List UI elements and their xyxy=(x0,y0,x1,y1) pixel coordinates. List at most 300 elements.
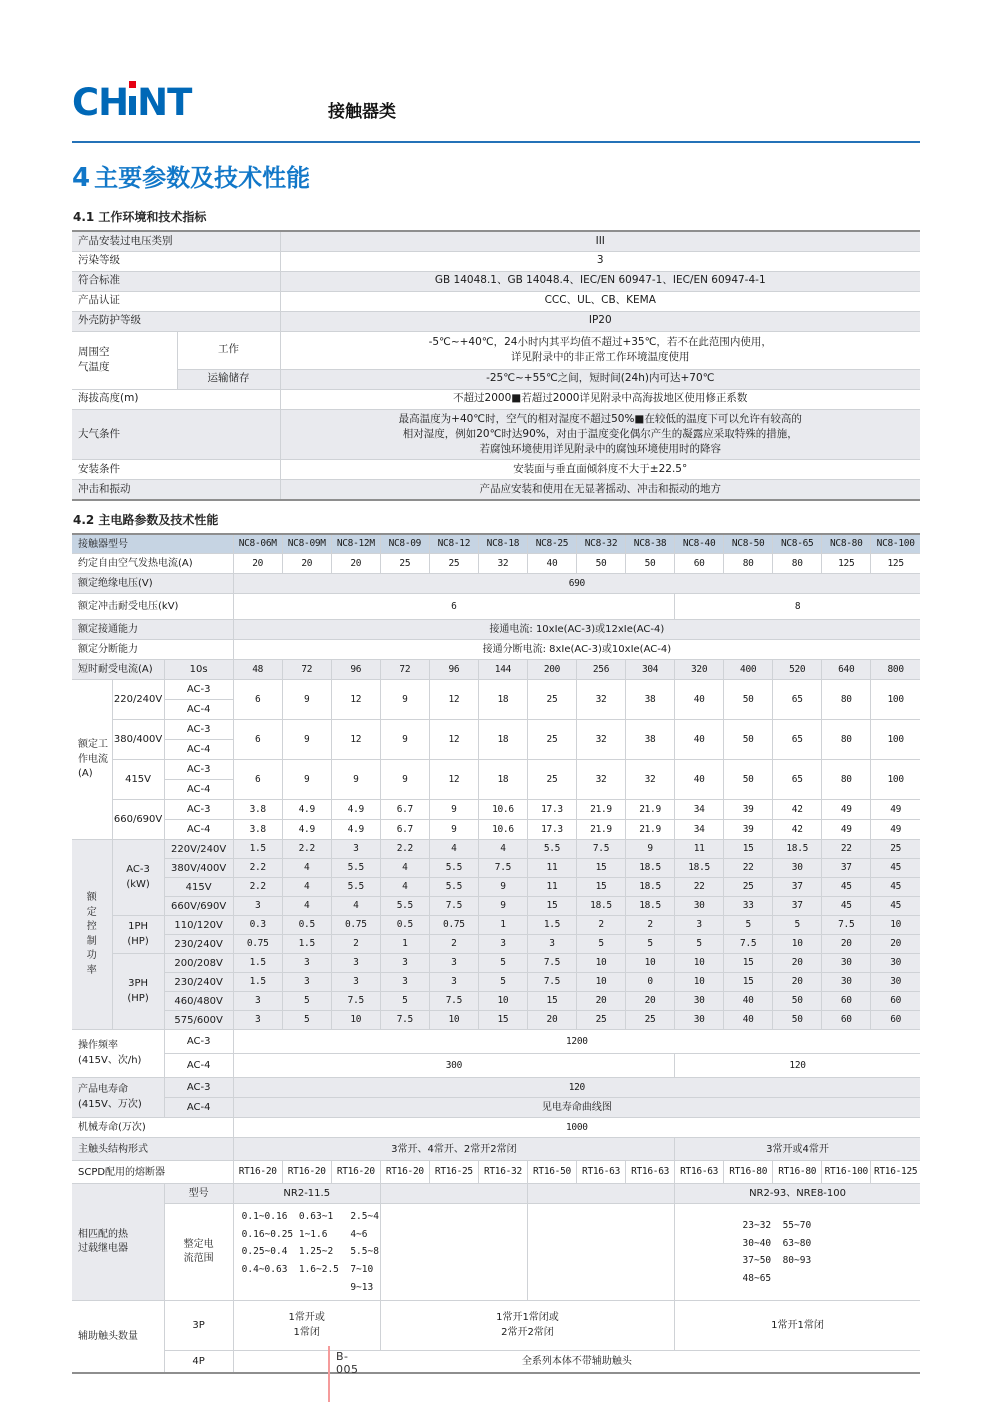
data-cell: 11 xyxy=(527,878,576,897)
cell: AC-3 xyxy=(164,720,233,740)
data-cell: 38 xyxy=(626,720,675,760)
cell: 不超过2000■若超过2000详见附录中高海拔地区使用修正系数 xyxy=(280,389,920,409)
data-cell: 9 xyxy=(429,820,478,840)
data-cell: 50 xyxy=(724,680,773,720)
data-cell: 40 xyxy=(675,720,724,760)
data-cell: 5.5 xyxy=(331,859,380,878)
data-cell: 42 xyxy=(773,800,822,820)
data-cell: 7.5 xyxy=(724,935,773,954)
data-cell: 9 xyxy=(282,760,331,800)
subsection-4-1-title: 4.1 工作环境和技术指标 xyxy=(73,210,207,225)
cell: 接通分断电流: 8xIe(AC-3)或10xIe(AC-4) xyxy=(233,640,920,660)
cell: 3常开或4常开 xyxy=(675,1138,920,1161)
data-cell: 80 xyxy=(822,680,871,720)
data-cell: 5 xyxy=(773,916,822,935)
data-cell: 3 xyxy=(331,840,380,859)
data-cell: 640 xyxy=(822,660,871,680)
data-cell: 4.9 xyxy=(282,800,331,820)
data-cell: 4.9 xyxy=(331,800,380,820)
data-cell: 30 xyxy=(871,973,920,992)
data-cell: 100 xyxy=(871,760,920,800)
table-row xyxy=(72,660,920,680)
data-cell: 4 xyxy=(380,859,429,878)
data-cell: 39 xyxy=(724,800,773,820)
label-cell: 安装条件 xyxy=(72,460,280,480)
label-cell: 额定接通能力 xyxy=(72,620,233,640)
data-cell: 3.8 xyxy=(233,820,282,840)
data-cell: 30 xyxy=(773,859,822,878)
cell: AC-3 xyxy=(164,1030,233,1054)
data-cell: 5 xyxy=(282,1011,331,1030)
cell: 660/690V xyxy=(112,800,164,840)
label-cell: 符合标准 xyxy=(72,271,280,291)
data-cell: 50 xyxy=(773,992,822,1011)
data-cell: NC8-32 xyxy=(577,534,626,554)
data-cell: 18.5 xyxy=(626,878,675,897)
label-cell: 操作频率 (415V、次/h) xyxy=(72,1030,164,1078)
data-cell: NC8-18 xyxy=(478,534,527,554)
data-cell: 5.5 xyxy=(429,878,478,897)
data-cell: 0.3 xyxy=(233,916,282,935)
cell: 10s xyxy=(164,660,233,680)
data-cell: 4 xyxy=(282,897,331,916)
data-cell: 30 xyxy=(675,992,724,1011)
cell: 200/208V xyxy=(164,954,233,973)
data-cell: 3.8 xyxy=(233,800,282,820)
data-cell: 37 xyxy=(773,897,822,916)
table-row xyxy=(72,1011,920,1030)
data-cell: RT16-32 xyxy=(478,1161,527,1184)
chint-logo xyxy=(72,81,192,124)
cell xyxy=(380,1184,527,1204)
data-cell: 32 xyxy=(577,720,626,760)
data-cell: 1.5 xyxy=(233,840,282,859)
table-row xyxy=(72,935,920,954)
data-cell: 3 xyxy=(429,954,478,973)
data-cell: 15 xyxy=(577,878,626,897)
data-cell: 18.5 xyxy=(577,897,626,916)
data-cell: 7.5 xyxy=(429,897,478,916)
cell: 1常开或 1常闭 xyxy=(233,1301,380,1351)
data-cell: 9 xyxy=(429,800,478,820)
label-cell: 接触器型号 xyxy=(72,534,233,554)
table-row xyxy=(72,574,920,594)
data-cell: 2.2 xyxy=(233,878,282,897)
data-cell: NC8-09 xyxy=(380,534,429,554)
cell: 120 xyxy=(675,1054,920,1078)
data-cell: 15 xyxy=(527,897,576,916)
data-cell: 6.7 xyxy=(380,800,429,820)
section-number: 4 xyxy=(72,163,91,193)
cell xyxy=(527,1184,674,1204)
cell: 8 xyxy=(675,594,920,620)
table-row xyxy=(72,1118,920,1138)
data-cell: RT16-20 xyxy=(282,1161,331,1184)
data-cell: 25 xyxy=(626,1011,675,1030)
table-row xyxy=(72,1138,920,1161)
table-row xyxy=(72,409,920,460)
cell xyxy=(527,1204,674,1301)
data-cell: NC8-80 xyxy=(822,534,871,554)
data-cell: 72 xyxy=(282,660,331,680)
cell xyxy=(380,1204,527,1301)
data-cell: 5 xyxy=(478,954,527,973)
data-cell: 18 xyxy=(478,680,527,720)
data-cell: 60 xyxy=(822,1011,871,1030)
data-cell: 4 xyxy=(331,897,380,916)
data-cell: RT16-80 xyxy=(773,1161,822,1184)
table-row xyxy=(72,973,920,992)
data-cell: 125 xyxy=(871,554,920,574)
data-cell: 65 xyxy=(773,680,822,720)
cell: 300 xyxy=(233,1054,674,1078)
data-cell: 40 xyxy=(527,554,576,574)
cell: 380V/400V xyxy=(164,859,233,878)
cell: AC-4 xyxy=(164,1054,233,1078)
cell: 575/600V xyxy=(164,1011,233,1030)
data-cell: 34 xyxy=(675,820,724,840)
data-cell: 11 xyxy=(675,840,724,859)
cell: AC-4 xyxy=(164,820,233,840)
data-cell: NC8-12M xyxy=(331,534,380,554)
data-cell: RT16-63 xyxy=(577,1161,626,1184)
table-row xyxy=(72,720,920,740)
page-category-title: 接触器类 xyxy=(328,102,396,122)
main-content xyxy=(72,163,920,1374)
data-cell: 25 xyxy=(724,878,773,897)
data-cell: 30 xyxy=(675,1011,724,1030)
table-row xyxy=(72,554,920,574)
data-cell: 17.3 xyxy=(527,820,576,840)
data-cell: 20 xyxy=(233,554,282,574)
cell: 3PH (HP) xyxy=(112,954,164,1030)
data-cell: 0.5 xyxy=(282,916,331,935)
label-cell: 海拔高度(m) xyxy=(72,389,280,409)
data-cell: 5.5 xyxy=(527,840,576,859)
label-cell: 外壳防护等级 xyxy=(72,311,280,331)
table-row xyxy=(72,680,920,700)
data-cell: 50 xyxy=(724,720,773,760)
data-cell: 18.5 xyxy=(675,859,724,878)
label-cell: 额 定 控 制 功 率 xyxy=(72,840,112,1030)
data-cell: 9 xyxy=(380,760,429,800)
data-cell: 45 xyxy=(871,897,920,916)
data-cell: 3 xyxy=(478,935,527,954)
data-cell: 50 xyxy=(724,760,773,800)
table-row xyxy=(72,992,920,1011)
data-cell: 15 xyxy=(527,992,576,1011)
table-row xyxy=(72,271,920,291)
cell: III xyxy=(280,231,920,251)
table-row xyxy=(72,480,920,500)
data-cell: 7.5 xyxy=(331,992,380,1011)
data-cell: 18.5 xyxy=(626,897,675,916)
label-cell: 产品电寿命 (415V、万次) xyxy=(72,1078,164,1118)
data-cell: 12 xyxy=(331,720,380,760)
cell: 460/480V xyxy=(164,992,233,1011)
data-cell: 3 xyxy=(331,954,380,973)
table-row xyxy=(72,1351,920,1373)
data-cell: 5 xyxy=(380,992,429,1011)
data-cell: 65 xyxy=(773,760,822,800)
table-row xyxy=(72,760,920,780)
data-cell: 7.5 xyxy=(527,973,576,992)
data-cell: 6 xyxy=(233,720,282,760)
data-cell: 3 xyxy=(429,973,478,992)
cell: 690 xyxy=(233,574,920,594)
data-cell: 32 xyxy=(577,760,626,800)
data-cell: 12 xyxy=(429,720,478,760)
table-row xyxy=(72,1301,920,1351)
data-cell: 20 xyxy=(282,554,331,574)
data-cell: 10 xyxy=(675,973,724,992)
data-cell: 2.2 xyxy=(380,840,429,859)
data-cell: 12 xyxy=(331,680,380,720)
data-cell: 12 xyxy=(429,760,478,800)
data-cell: 42 xyxy=(773,820,822,840)
cell: 3常开、4常开、2常开2常闭 xyxy=(233,1138,674,1161)
data-cell: 0.5 xyxy=(380,916,429,935)
cell: GB 14048.1、GB 14048.4、IEC/EN 60947-1、IEC/EN 60947-4-1 xyxy=(280,271,920,291)
data-cell: 20 xyxy=(871,935,920,954)
cell: NR2-11.5 xyxy=(233,1184,380,1204)
data-cell: 40 xyxy=(724,992,773,1011)
data-cell: RT16-20 xyxy=(380,1161,429,1184)
label-cell: 主触头结构形式 xyxy=(72,1138,233,1161)
cell: AC-3 (kW) xyxy=(112,840,164,916)
data-cell: 2 xyxy=(626,916,675,935)
data-cell: 50 xyxy=(773,1011,822,1030)
data-cell: 60 xyxy=(871,992,920,1011)
data-cell: 9 xyxy=(282,680,331,720)
table-row xyxy=(72,640,920,660)
data-cell: 45 xyxy=(822,878,871,897)
label-cell: 大气条件 xyxy=(72,409,280,460)
label-cell: 产品安装过电压类别 xyxy=(72,231,280,251)
data-cell: 10.6 xyxy=(478,800,527,820)
cell: 380/400V xyxy=(112,720,164,760)
data-cell: 7.5 xyxy=(822,916,871,935)
logo-i-glyph xyxy=(128,88,137,115)
data-cell: 5.5 xyxy=(380,897,429,916)
cell: 见电寿命曲线图 xyxy=(233,1098,920,1118)
data-cell: 49 xyxy=(822,800,871,820)
data-cell: 6.7 xyxy=(380,820,429,840)
data-cell: 10 xyxy=(577,973,626,992)
data-cell: 48 xyxy=(233,660,282,680)
data-cell: 3 xyxy=(331,973,380,992)
data-cell: 9 xyxy=(331,760,380,800)
table-row xyxy=(72,231,920,251)
cell: 1000 xyxy=(233,1118,920,1138)
table-row xyxy=(72,594,920,620)
data-cell: 18 xyxy=(478,760,527,800)
page-number: B-005 xyxy=(336,1350,359,1376)
cell: 6 xyxy=(233,594,674,620)
data-cell: 72 xyxy=(380,660,429,680)
logo-text-post: NT xyxy=(137,81,192,124)
data-cell: 50 xyxy=(577,554,626,574)
data-cell: 30 xyxy=(675,897,724,916)
cell: 415V xyxy=(112,760,164,800)
data-cell: 1.5 xyxy=(233,973,282,992)
data-cell: 7.5 xyxy=(380,1011,429,1030)
data-cell: RT16-20 xyxy=(233,1161,282,1184)
data-cell: 2 xyxy=(331,935,380,954)
data-cell: 25 xyxy=(527,680,576,720)
data-cell: 50 xyxy=(626,554,675,574)
data-cell: 21.9 xyxy=(577,820,626,840)
label-cell: 机械寿命(万次) xyxy=(72,1118,233,1138)
table-row xyxy=(72,1098,920,1118)
label-cell: 产品认证 xyxy=(72,291,280,311)
data-cell: 9 xyxy=(478,897,527,916)
data-cell: 0.75 xyxy=(233,935,282,954)
data-cell: 10 xyxy=(429,1011,478,1030)
data-cell: 3 xyxy=(233,897,282,916)
section-title: 4 主要参数及技术性能 xyxy=(72,163,311,193)
data-cell: RT16-20 xyxy=(331,1161,380,1184)
data-cell: 9 xyxy=(626,840,675,859)
data-cell: 96 xyxy=(429,660,478,680)
data-cell: 3 xyxy=(233,1011,282,1030)
subsection-4-2-title: 4.2 主电路参数及技术性能 xyxy=(73,512,219,527)
table-row xyxy=(72,311,920,331)
header-divider xyxy=(72,141,920,143)
data-cell: 12 xyxy=(429,680,478,720)
label-cell: 额定分断能力 xyxy=(72,640,233,660)
data-cell: 125 xyxy=(822,554,871,574)
data-cell: 40 xyxy=(675,680,724,720)
table-row xyxy=(72,820,920,840)
cell: 1常开1常闭 xyxy=(675,1301,920,1351)
data-cell: 1.5 xyxy=(282,935,331,954)
data-cell: 10.6 xyxy=(478,820,527,840)
data-cell: 20 xyxy=(577,992,626,1011)
data-cell: 320 xyxy=(675,660,724,680)
data-cell: 256 xyxy=(577,660,626,680)
data-cell: 10 xyxy=(577,954,626,973)
data-cell: RT16-100 xyxy=(822,1161,871,1184)
data-cell: 96 xyxy=(331,660,380,680)
data-cell: 7.5 xyxy=(527,954,576,973)
data-cell: 10 xyxy=(773,935,822,954)
data-cell: 100 xyxy=(871,680,920,720)
data-cell: NC8-40 xyxy=(675,534,724,554)
cell: 运输储存 xyxy=(177,369,280,389)
table-row xyxy=(72,859,920,878)
cell: -25℃~+55℃之间，短时间(24h)内可达+70℃ xyxy=(280,369,920,389)
data-cell: 25 xyxy=(527,720,576,760)
cell: 0.1~0.16 0.63~1 2.5~4 0.16~0.25 1~1.6 4~6 0.25~0.4 1.25~2 5.5~8 0.4~0.63 1.6~2.5 7~10 9~13 xyxy=(233,1204,380,1301)
data-cell: 60 xyxy=(871,1011,920,1030)
data-cell: 11 xyxy=(527,859,576,878)
cell: NR2-93、NRE8-100 xyxy=(675,1184,920,1204)
table-row xyxy=(72,916,920,935)
data-cell: 49 xyxy=(822,820,871,840)
data-cell: 18.5 xyxy=(773,840,822,859)
label-cell: 冲击和振动 xyxy=(72,480,280,500)
data-cell: 21.9 xyxy=(577,800,626,820)
data-cell: 7.5 xyxy=(577,840,626,859)
data-cell: 30 xyxy=(871,954,920,973)
cell: 23~32 55~70 30~40 63~80 37~50 80~93 48~65 xyxy=(675,1204,920,1301)
data-cell: 1.5 xyxy=(527,916,576,935)
data-cell: 5 xyxy=(577,935,626,954)
data-cell: 7.5 xyxy=(478,859,527,878)
data-cell: 9 xyxy=(478,878,527,897)
cell: 1PH (HP) xyxy=(112,916,164,954)
cell: IP20 xyxy=(280,311,920,331)
table-row xyxy=(72,534,920,554)
data-cell: 5 xyxy=(478,973,527,992)
cell: 230/240V xyxy=(164,935,233,954)
table-row xyxy=(72,878,920,897)
table-row xyxy=(72,251,920,271)
data-cell: 18 xyxy=(478,720,527,760)
cell: AC-3 xyxy=(164,1078,233,1098)
cell: 产品应安装和使用在无显著摇动、冲击和振动的地方 xyxy=(280,480,920,500)
data-cell: 1.5 xyxy=(233,954,282,973)
cell: AC-3 xyxy=(164,800,233,820)
cell: 型号 xyxy=(164,1184,233,1204)
data-cell: 3 xyxy=(282,954,331,973)
data-cell: 22 xyxy=(724,859,773,878)
data-cell: 45 xyxy=(822,897,871,916)
cell: 220/240V xyxy=(112,680,164,720)
data-cell: NC8-06M xyxy=(233,534,282,554)
data-cell: 20 xyxy=(331,554,380,574)
data-cell: 21.9 xyxy=(626,820,675,840)
table-row xyxy=(72,1204,920,1301)
data-cell: 65 xyxy=(773,720,822,760)
data-cell: 25 xyxy=(871,840,920,859)
data-cell: RT16-63 xyxy=(626,1161,675,1184)
data-cell: 15 xyxy=(724,954,773,973)
data-cell: 37 xyxy=(822,859,871,878)
data-cell: 5 xyxy=(282,992,331,1011)
data-cell: RT16-125 xyxy=(871,1161,920,1184)
cell: 工作 xyxy=(177,331,280,369)
data-cell: 10 xyxy=(675,954,724,973)
data-cell: 3 xyxy=(233,992,282,1011)
data-cell: 4 xyxy=(478,840,527,859)
cell: AC-3 xyxy=(164,680,233,700)
cell: 120 xyxy=(233,1078,920,1098)
data-cell: 10 xyxy=(331,1011,380,1030)
data-cell: 0 xyxy=(626,973,675,992)
data-cell: 5.5 xyxy=(331,878,380,897)
label-cell: 约定自由空气发热电流(A) xyxy=(72,554,233,574)
data-cell: NC8-25 xyxy=(527,534,576,554)
label-cell: 污染等级 xyxy=(72,251,280,271)
data-cell: 2 xyxy=(577,916,626,935)
data-cell: 4 xyxy=(282,859,331,878)
cell: 3P xyxy=(164,1301,233,1351)
cell: AC-4 xyxy=(164,740,233,760)
table-row xyxy=(72,369,920,389)
cell: CCC、UL、CB、KEMA xyxy=(280,291,920,311)
data-cell: 25 xyxy=(527,760,576,800)
data-cell: 2.2 xyxy=(233,859,282,878)
data-cell: 6 xyxy=(233,760,282,800)
data-cell: 20 xyxy=(773,954,822,973)
data-cell: 5 xyxy=(626,935,675,954)
data-cell: 144 xyxy=(478,660,527,680)
data-cell: 25 xyxy=(380,554,429,574)
cell: 230/240V xyxy=(164,973,233,992)
data-cell: NC8-38 xyxy=(626,534,675,554)
